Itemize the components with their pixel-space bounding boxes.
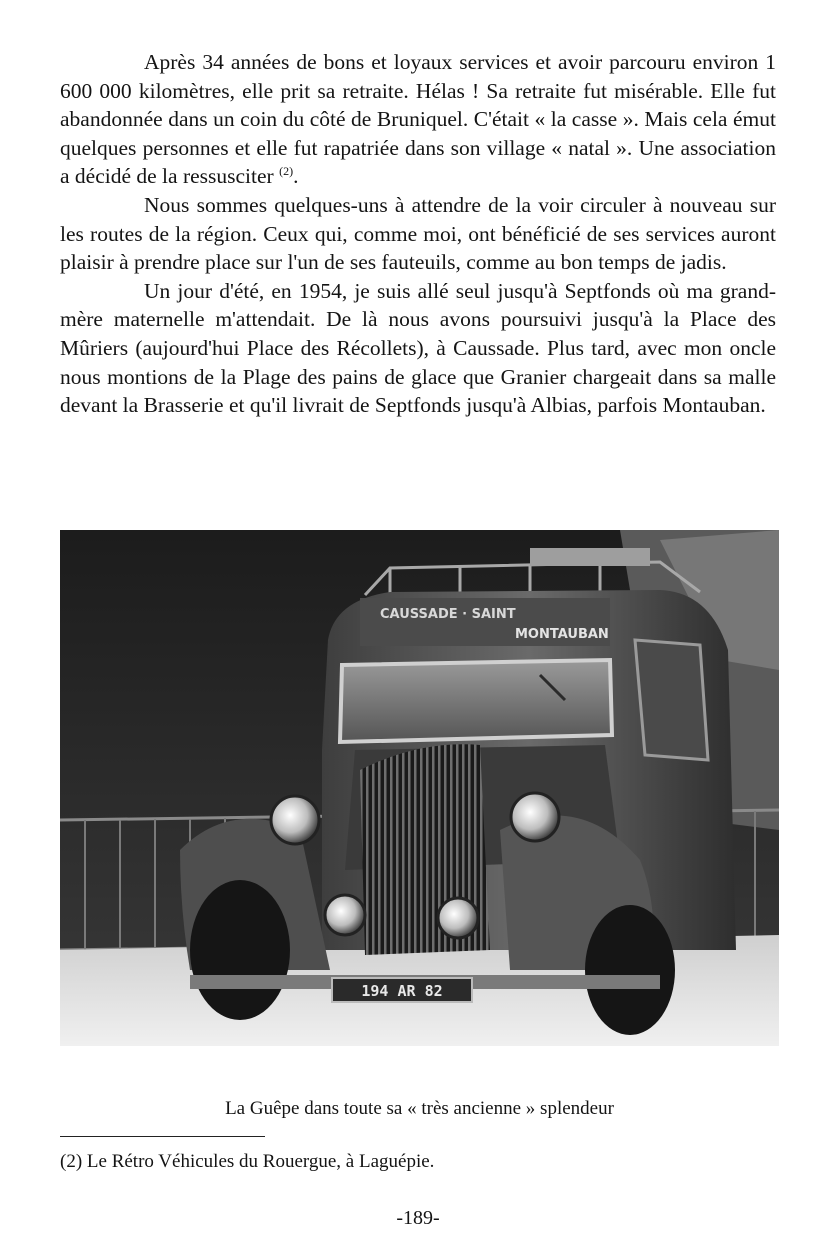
paragraph-2: Nous sommes quelques-uns à attendre de la voir circuler à nouveau sur les routes de la région. Ceux qui, comme moi, ont bénéficié de ses services auront plaisir à prendre place sur l'un de ses fauteuils, comme au bon temps de jadis. — [60, 192, 776, 275]
footnote-divider — [60, 1136, 265, 1137]
svg-text:CAUSSADE · SAINT: CAUSSADE · SAINT — [380, 607, 516, 622]
paragraph-1-text: Après 34 années de bons et loyaux services et avoir parcouru environ 1 600 000 kilomètres, elle prit sa retraite. Hélas ! Sa retraite fut misérable. Elle fut abandonnée dans un coin du côté de Bruniquel. C'était « la casse ». Mais cela émut quelques personnes et elle fut rapatriée dans son village « natal ». Une association a décidé de la ressusciter — [60, 50, 776, 189]
paragraph-1 — [60, 48, 776, 191]
body-text — [60, 48, 776, 420]
bus-photo — [60, 530, 779, 1046]
paragraph-1-end: . — [293, 164, 299, 189]
footnote-reference: (2) — [279, 164, 294, 179]
photo-caption: La Guêpe dans toute sa « très ancienne » splendeur — [225, 1098, 614, 1119]
license-plate-text: 194 AR 82 — [361, 982, 443, 1000]
paragraph-3: Un jour d'été, en 1954, je suis allé seul jusqu'à Septfonds où ma grand-mère maternelle m'attendait. De là nous avons poursuivi jusqu'à la Place des Mûriers (aujourd'hui Place des Récollets), à Caussade. Plus tard, avec mon oncle nous montions de la Plage des pains de glace que Granier chargeait dans sa malle devant la Brasserie et qu'il livrait de Septfonds jusqu'à Albias, parfois Montauban. — [60, 278, 776, 418]
page-number: -189- — [396, 1207, 440, 1229]
bus-photo-drawing — [60, 530, 779, 1046]
svg-text:MONTAUBAN: MONTAUBAN — [515, 627, 609, 642]
footnote: (2) Le Rétro Véhicules du Rouergue, à Laguépie. — [60, 1151, 435, 1172]
